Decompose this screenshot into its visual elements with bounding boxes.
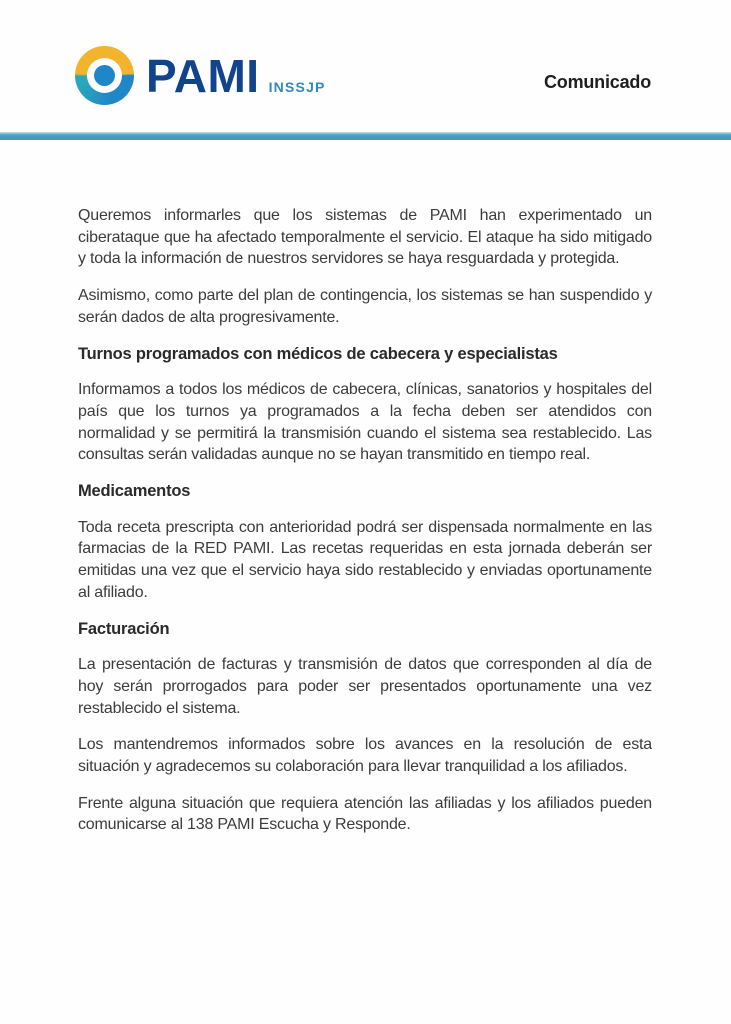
header-divider	[0, 132, 731, 140]
paragraph-medicamentos-detalle: Toda receta prescripta con anterioridad podrá ser dispensada normalmente en las farmacias de la RED PAMI. Las recetas requeridas en esta jornada deberán ser emitidas una vez que el servicio haya sido restablecido y enviadas oportunamente al afiliado.	[78, 518, 652, 601]
section-heading-turnos: Turnos programados con médicos de cabecera y especialistas	[78, 344, 558, 363]
pami-logo-subtext: INSSJP	[268, 78, 326, 95]
section-heading-facturacion: Facturación	[78, 619, 170, 638]
paragraph-plan-contingencia: Asimismo, como parte del plan de contingencia, los sistemas se han suspendido y serán dados de alta progresivamente.	[78, 287, 652, 326]
document-type-label: Comunicado	[543, 72, 651, 92]
pami-logo	[75, 46, 326, 105]
pami-logo-icon	[75, 46, 134, 105]
header	[0, 0, 731, 133]
paragraph-turnos-detalle: Informamos a todos los médicos de cabecera, clínicas, sanatorios y hospitales del país que los turnos ya programados a la fecha deben ser atendidos con normalidad y se permitirá la transmisión cuando el sistema sea restablecido. Las consultas serán validadas aunque no se hayan transmitido en tiempo real.	[78, 381, 652, 464]
paragraph-avances-resolucion: Los mantendremos informados sobre los avances en la resolución de esta situación y agradecemos su colaboración para llevar tranquilidad a los afiliados.	[78, 736, 652, 776]
section-heading-medicamentos: Medicamentos	[78, 482, 191, 501]
paragraph-contacto-138: Frente alguna situación que requiera atención las afiliadas y los afiliados pueden comunicarse al 138 PAMI Escucha y Responde.	[78, 794, 652, 834]
pami-logo-text: PAMI	[146, 49, 260, 102]
paragraph-facturacion-detalle: La presentación de facturas y transmisión de datos que corresponden al día de hoy serán prorrogados para poder ser presentados oportunamente una vez restablecido el sistema.	[78, 656, 652, 717]
pami-logo-wordmark	[146, 49, 326, 102]
paragraph-intro-ciberataque: Queremos informarles que los sistemas de PAMI han experimentado un ciberataque que ha afectado temporalmente el servicio. El ataque ha sido mitigado y toda la información de nuestros servidores se haya resguardada y protegida.	[78, 207, 652, 268]
communique-body	[78, 205, 652, 851]
